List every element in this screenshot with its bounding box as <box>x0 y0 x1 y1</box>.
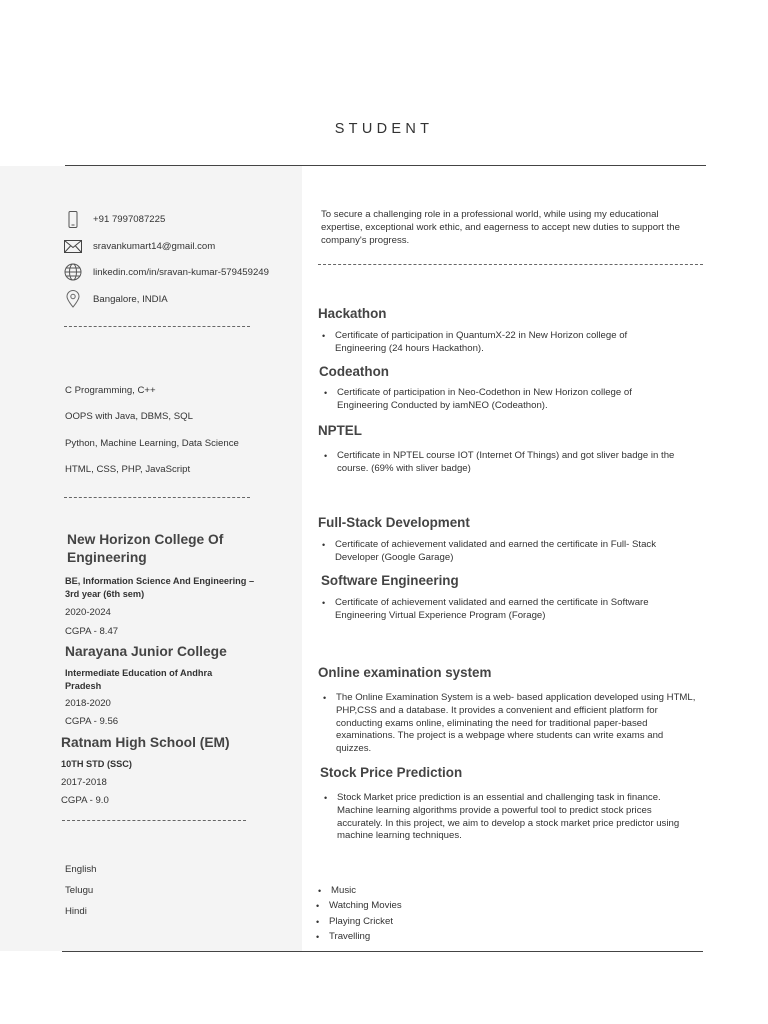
page-title: STUDENT <box>334 121 434 137</box>
hobby-item: • Travelling <box>329 931 370 944</box>
education-degree: 10TH STD (SSC) <box>61 759 132 769</box>
hobby-item: • Watching Movies <box>329 900 402 913</box>
language-item: Telugu <box>65 885 94 896</box>
education-years: 2017-2018 <box>61 777 107 788</box>
education-score: CGPA - 8.47 <box>65 626 119 637</box>
education-school: New Horizon College Of Engineering <box>67 532 224 565</box>
language-item: English <box>65 864 97 875</box>
achievement-heading: Codeathon <box>319 364 389 379</box>
achievement-heading: NPTEL <box>318 423 362 438</box>
linkedin-text: linkedin.com/in/sravan-kumar-579459249 <box>93 266 269 278</box>
skill-item: Python, Machine Learning, Data Science <box>65 438 239 449</box>
certification-text: • Certificate of achievement validated and earned the certificate in Full- Stack Developer (Google Garage) <box>335 539 690 565</box>
education-school: Ratnam High School (EM) <box>61 735 230 750</box>
phone-text: +91 7997087225 <box>93 213 166 225</box>
certification-heading: Full-Stack Development <box>318 515 470 530</box>
skill-item: C Programming, C++ <box>65 385 156 396</box>
contact-phone <box>62 210 166 228</box>
certification-text: • Certificate of achievement validated and earned the certificate in Software Engineering Virtual Experience Program (Forage) <box>335 597 690 623</box>
contact-email <box>62 237 216 255</box>
education-school: Narayana Junior College <box>65 644 227 659</box>
skill-item: OOPS with Java, DBMS, SQL <box>65 411 193 422</box>
phone-icon <box>62 210 84 228</box>
achievement-text: • Certificate in NPTEL course IOT (Internet Of Things) and got sliver badge in the course. (69% with sliver badge) <box>337 450 702 476</box>
contact-linkedin <box>62 263 269 281</box>
divider <box>64 326 250 327</box>
project-heading: Stock Price Prediction <box>320 765 463 780</box>
divider <box>62 820 246 821</box>
location-pin-icon <box>62 290 84 308</box>
location-text: Bangalore, INDIA <box>93 293 168 305</box>
skill-item: HTML, CSS, PHP, JavaScript <box>65 464 191 475</box>
education-years: 2020-2024 <box>65 607 111 618</box>
mail-icon <box>62 237 84 255</box>
email-text: sravankumart14@gmail.com <box>93 240 216 252</box>
achievement-heading: Hackathon <box>318 306 387 321</box>
certification-heading: Software Engineering <box>321 573 459 588</box>
education-score: CGPA - 9.56 <box>65 716 119 727</box>
project-heading: Online examination system <box>318 665 492 680</box>
education-years: 2018-2020 <box>65 698 111 709</box>
education-score: CGPA - 9.0 <box>61 795 109 806</box>
divider <box>64 497 250 498</box>
education-degree: Intermediate Education of Andhra Pradesh <box>65 668 213 691</box>
hobby-item: • Music <box>331 885 356 898</box>
contact-location <box>62 290 168 308</box>
divider <box>318 264 703 265</box>
achievement-text: • Certificate of participation in QuantumX-22 in New Horizon college of Engineering (24 hours Hackathon). <box>335 330 675 356</box>
project-text: • The Online Examination System is a web- based application developed using HTML, PHP,CSS and a database. It provides a convenient and efficient platform for conducting exams online, eliminating the need for traditional paper-based examinations. The project is a webpage where students can write exams and quizzes. <box>336 692 698 756</box>
globe-icon <box>62 263 84 281</box>
hobby-item: • Playing Cricket <box>329 916 393 929</box>
language-item: Hindi <box>65 906 87 917</box>
objective-text: To secure a challenging role in a professional world, while using my educational expertise, exceptional work ethic, and eagerness to accept new duties to support the company's progress. <box>321 209 680 246</box>
project-text: • Stock Market price prediction is an essential and challenging task in finance. Machine learning algorithms provide a powerful tool to predict stock prices accurately. In this project, we aim to develop a stock market price predictor using machine learning techniques. <box>337 792 687 843</box>
bottom-divider <box>62 951 703 952</box>
education-degree: BE, Information Science And Engineering – 3rd year (6th sem) <box>65 576 255 599</box>
achievement-text: • Certificate of participation in Neo-Codethon in New Horizon college of Engineering Conducted by iamNEO (Codeathon). <box>337 387 677 413</box>
